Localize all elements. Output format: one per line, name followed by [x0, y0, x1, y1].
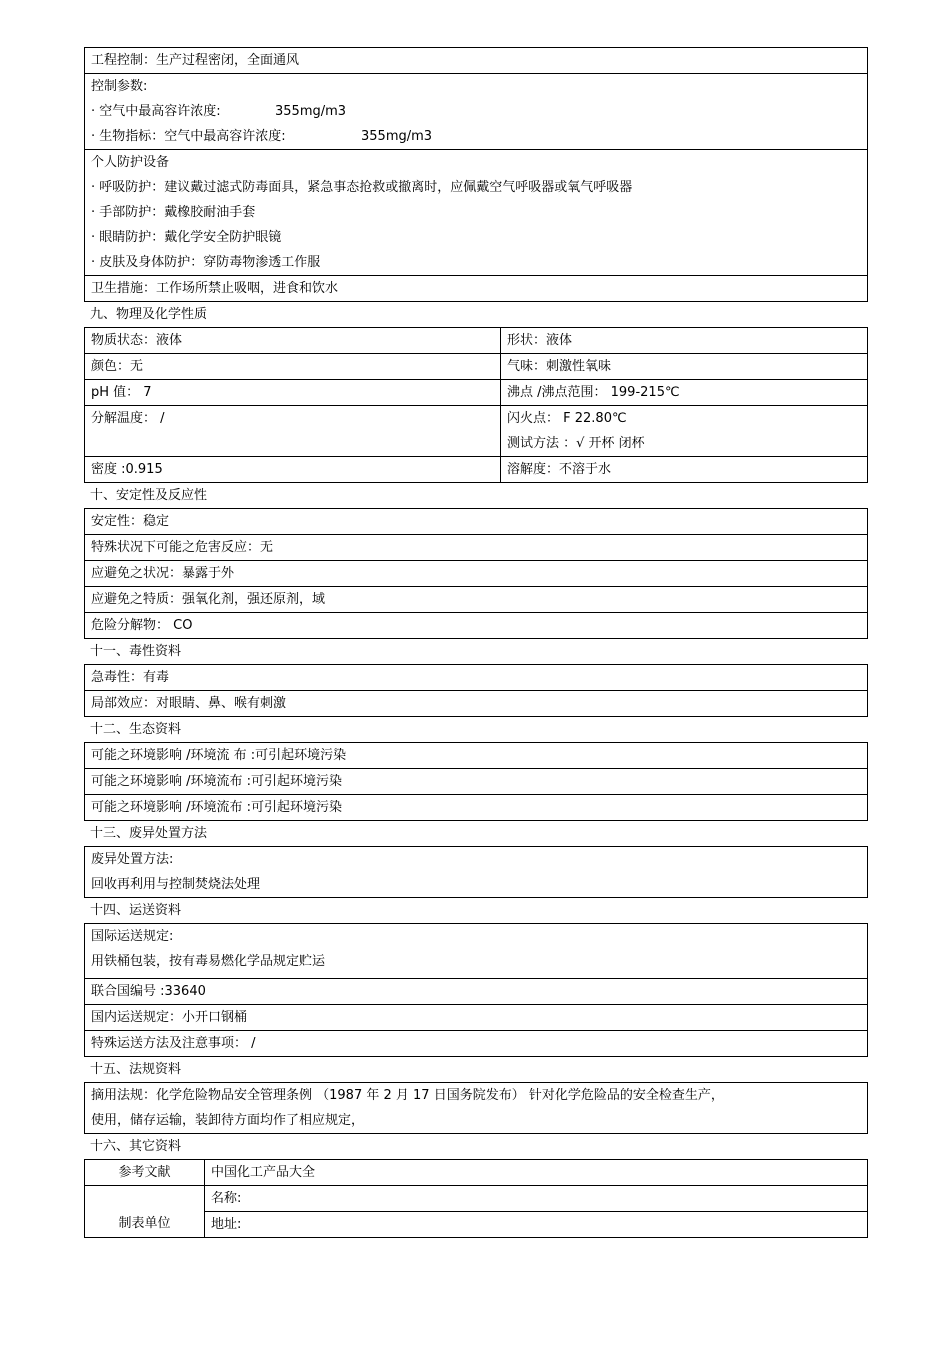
conditions-to-avoid: 应避免之状况：暴露于外 — [85, 561, 867, 587]
decomposition-temp-cell — [85, 406, 501, 456]
section-14-heading: 十四、运送资料 — [90, 903, 182, 918]
reference-label: 参考文献 — [85, 1160, 205, 1185]
physical-state: 物质状态：液体 — [85, 328, 501, 353]
section-13-table — [84, 846, 868, 898]
eco-impact-1: 可能之环境影响 /环境流 布 :可引起环境污染 — [85, 743, 867, 769]
stability: 安定性：稳定 — [85, 509, 867, 535]
section-12-table — [84, 742, 868, 821]
unit-name: 名称: — [205, 1186, 867, 1212]
ph-value: pH 值： 7 — [85, 380, 501, 405]
param-bio — [91, 124, 861, 149]
decomposition-temp: 分解温度： / — [91, 411, 165, 426]
param-air-max-label: · 空气中最高容许浓度: — [91, 104, 221, 119]
ppe — [85, 150, 867, 276]
section-16-heading: 十六、其它资料 — [90, 1139, 182, 1154]
section-10-table — [84, 508, 868, 639]
shape: 形状：液体 — [507, 333, 573, 348]
eco-impact-3: 可能之环境影响 /环境流布 :可引起环境污染 — [91, 800, 343, 815]
param-bio-value: 355mg/m3 — [361, 129, 433, 144]
special-transport: 特殊运送方法及注意事项： / — [91, 1036, 256, 1051]
intl-transport-detail: 用铁桶包装，按有毒易燃化学品规定贮运 — [91, 954, 326, 969]
section-15-heading: 十五、法规资料 — [90, 1062, 182, 1077]
table-row — [85, 1186, 867, 1237]
reference-value: 中国化工产品大全 — [211, 1165, 316, 1180]
table-row — [85, 406, 867, 457]
ppe-respiratory: · 呼吸防护：建议戴过滤式防毒面具，紧急事态抢救或撤离时，应佩戴空气呼吸器或氧气呼吸器 — [91, 180, 633, 195]
eco-impact-2: 可能之环境影响 /环境流布 :可引起环境污染 — [85, 769, 867, 795]
boiling-point: 沸点 /沸点范围： 199-215℃ — [507, 385, 680, 400]
msds-page — [84, 47, 868, 1238]
control-params — [85, 74, 867, 150]
ppe-title: 个人防护设备 — [91, 155, 170, 170]
domestic-transport: 国内运送规定：小开口钢桶 — [85, 1005, 867, 1031]
section-11-table — [84, 664, 868, 717]
acute-toxicity: 急毒性：有毒 — [85, 665, 867, 691]
ppe-skin: · 皮肤及身体防护：穿防毒物渗透工作服 — [91, 255, 321, 270]
solubility: 溶解度：不溶于水 — [507, 462, 612, 477]
section-10-heading: 十、安定性及反应性 — [90, 488, 208, 503]
regulations-line-2: 使用，储存运输，装卸待方面均作了相应规定， — [91, 1113, 365, 1128]
test-method: 测试方法 ：√ 开杯 闭杯 — [507, 436, 645, 451]
hygiene-measures: 卫生措施：工作场所禁止吸咽，进食和饮水 — [91, 281, 339, 296]
disposal — [85, 847, 867, 897]
section-9-heading: 九、物理及化学性质 — [90, 307, 208, 322]
param-air-max-value: 355mg/m3 — [275, 104, 347, 119]
regulations — [85, 1083, 867, 1133]
flash-point: 闪火点： F 22.80℃ — [507, 411, 627, 426]
section-12-heading: 十二、生态资料 — [90, 722, 182, 737]
local-effects: 局部效应：对眼睛、鼻、喉有刺激 — [91, 696, 287, 711]
odor: 气味：刺激性氧味 — [507, 359, 612, 374]
intl-transport — [85, 924, 867, 979]
section-9-table — [84, 327, 868, 483]
hazardous-reactions: 特殊状况下可能之危害反应：无 — [85, 535, 867, 561]
disposal-method: 回收再利用与控制焚烧法处理 — [91, 877, 261, 892]
ppe-eye: · 眼睛防护：戴化学安全防护眼镜 — [91, 230, 282, 245]
ppe-hand: · 手部防护：戴橡胶耐油手套 — [91, 205, 256, 220]
engineering-control: 工程控制：生产过程密闭，全面通风 — [85, 48, 867, 74]
un-number: 联合国编号 :33640 — [85, 979, 867, 1005]
section-11-heading: 十一、毒性资料 — [90, 644, 182, 659]
section-13-heading: 十三、废异处置方法 — [90, 826, 208, 841]
unit-label: 制表单位 — [85, 1186, 205, 1237]
table-row — [85, 354, 867, 380]
table-row — [85, 328, 867, 354]
section-8-box — [84, 47, 868, 302]
intl-transport-title: 国际运送规定: — [91, 929, 174, 944]
table-row — [85, 380, 867, 406]
param-air-max — [91, 99, 861, 124]
control-params-title: 控制参数: — [91, 79, 148, 94]
section-14-table — [84, 923, 868, 1057]
color: 颜色：无 — [85, 354, 501, 379]
param-bio-label: · 生物指标：空气中最高容许浓度: — [91, 129, 286, 144]
regulations-line-1: 摘用法规：化学危险物品安全管理条例 （1987 年 2 月 17 日国务院发布） 针对化学危险品的安全检查生产， — [91, 1088, 724, 1103]
table-row — [85, 1160, 867, 1186]
materials-to-avoid: 应避免之特质：强氧化剂，强还原剂，域 — [85, 587, 867, 613]
section-16-table — [84, 1159, 868, 1238]
disposal-title: 废异处置方法: — [91, 852, 174, 867]
unit-address: 地址: — [211, 1217, 242, 1232]
density: 密度 :0.915 — [85, 457, 501, 482]
flash-point-cell — [501, 406, 867, 456]
section-15-table — [84, 1082, 868, 1134]
decomposition-products: 危险分解物： CO — [91, 618, 193, 633]
table-row — [85, 457, 867, 482]
